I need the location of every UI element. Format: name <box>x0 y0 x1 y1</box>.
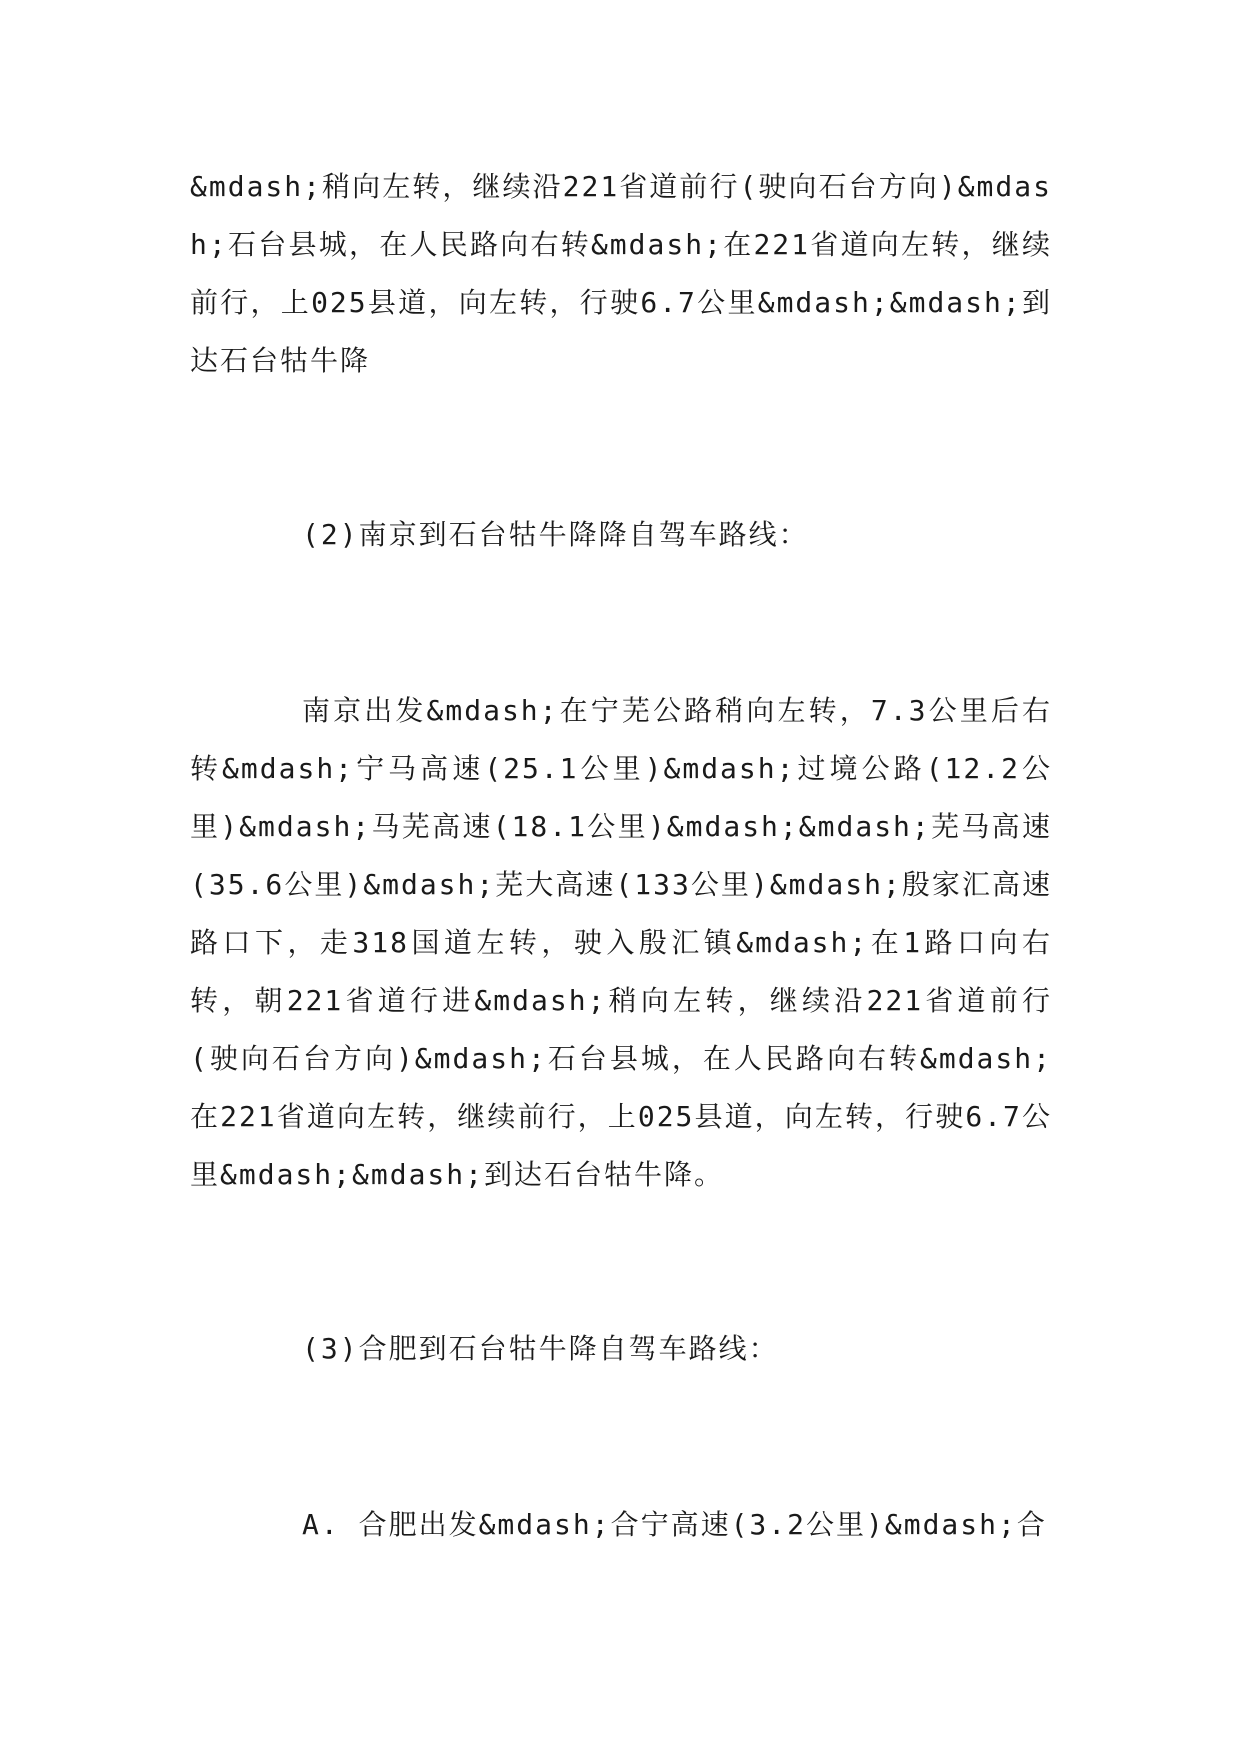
route-paragraph-continued: &mdash;稍向左转，继续沿221省道前行(驶向石台方向)&mdash;石台县城，在人民路向右转&mdash;在221省道向左转，继续前行，上025县道，向左转，行驶6.7公里&mdash;&mdash;到达石台牯牛降 <box>190 170 1052 377</box>
section-heading-hefei: (3)合肥到石台牯牛降自驾车路线： <box>302 1332 779 1365</box>
section-heading-nanjing: (2)南京到石台牯牛降降自驾车路线： <box>302 518 809 551</box>
route-paragraph-nanjing: 南京出发&mdash;在宁芜公路稍向左转，7.3公里后右转&mdash;宁马高速(25.1公里)&mdash;过境公路(12.2公里)&mdash;马芜高速(18.1公里)&mdash;&mdash;芜马高速(35.6公里)&mdash;芜大高速(133公里)&mdash;殷家汇高速路口下，走318国道左转，驶入殷汇镇&mdash;在1路口向右转，朝221省道行进&mdash;稍向左转，继续沿221省道前行(驶向石台方向)&mdash;石台县城，在人民路向右转&mdash;在221省道向左转，继续前行，上025县道，向左转，行驶6.7公里&mdash;&mdash;到达石台牯牛降。 <box>190 694 1052 1191</box>
route-paragraph-hefei: A. 合肥出发&mdash;合宁高速(3.2公里)&mdash;合 <box>302 1508 1047 1541</box>
